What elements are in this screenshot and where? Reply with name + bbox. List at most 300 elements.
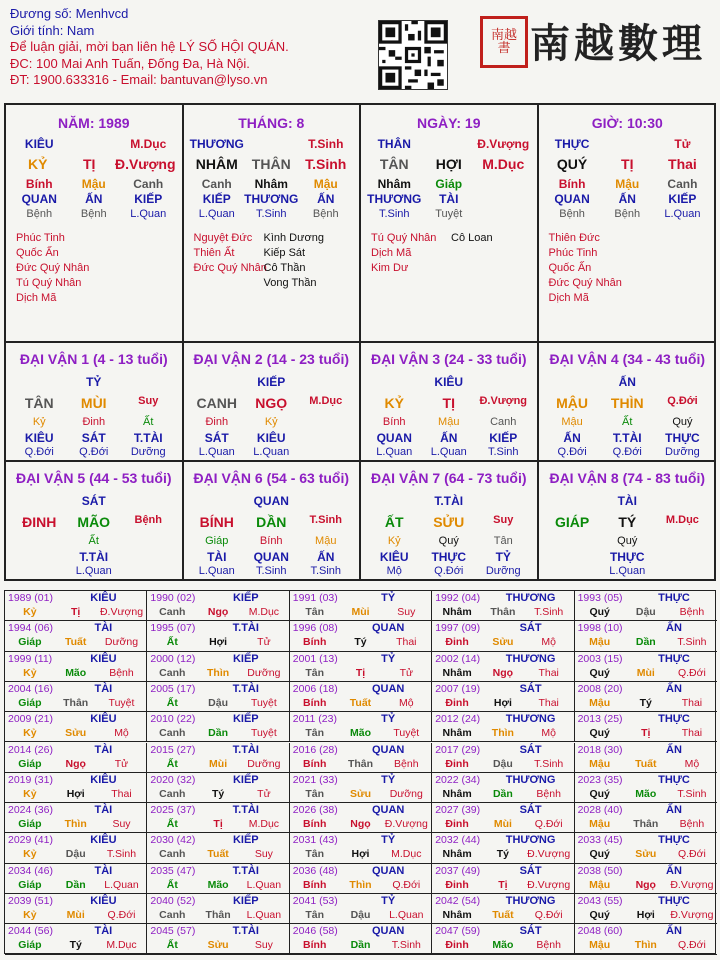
luu-nien-phase: Tuyệt (393, 727, 420, 740)
luu-nien-cell[interactable] (147, 712, 289, 742)
luu-nien-detail (5, 848, 146, 860)
luu-nien-god: T.TÀI (232, 804, 259, 817)
luu-nien-stem: Canh (159, 666, 186, 679)
pillar-god-row-cell (67, 137, 122, 151)
luu-nien-branch: Mão (635, 787, 657, 800)
luu-nien-year: 1997 (09) (435, 622, 481, 635)
dai-van-phase-row (6, 446, 182, 458)
luu-nien-phase: Tuyệt (108, 696, 135, 709)
luu-nien-god: THƯƠNG (505, 713, 556, 726)
luu-nien-phase: Q.Đới (107, 909, 136, 921)
gioi-tinh: Giới tính: Nam (10, 22, 95, 38)
luu-nien-branch: Tị (71, 606, 81, 618)
dai-van-3 (361, 343, 539, 462)
luu-nien-year: 2014 (26) (8, 743, 53, 756)
dai-van-god (361, 494, 537, 508)
luu-nien-year: 2048 (60) (577, 925, 623, 938)
dai-van-main-row-cell: TÝ (618, 514, 637, 530)
luu-nien-cell[interactable] (575, 894, 717, 924)
luu-nien-cell[interactable] (290, 652, 432, 682)
dai-van-god (6, 494, 182, 508)
dai-van-stem-row-cell (121, 535, 176, 547)
luu-nien-phase: M.Dục (248, 606, 280, 618)
luu-nien-cell[interactable] (5, 743, 147, 773)
pillar-hidden-god-row-cell: QUAN (21, 192, 57, 206)
star-item: Quốc Ấn (548, 262, 592, 274)
luu-nien-year: 2047 (59) (435, 925, 481, 938)
pillar-god-row (361, 137, 537, 151)
star-item: Đức Quý Nhân (16, 262, 90, 274)
luu-nien-cell[interactable] (432, 591, 574, 621)
luu-nien-stem: Đinh (445, 878, 469, 891)
luu-nien-phase: Bệnh (109, 666, 134, 679)
dai-van-stem-row (184, 535, 360, 547)
luu-nien-cell[interactable] (575, 712, 717, 742)
pillar-god-row (6, 137, 182, 151)
pillar-hidden-god-row (6, 192, 182, 206)
dai-van-stem-row-cell: Ất (88, 535, 99, 547)
luu-nien-god: THƯƠNG (505, 895, 556, 907)
luu-nien-cell[interactable] (432, 712, 574, 742)
luu-nien-phase: T.Sinh (677, 787, 707, 800)
luu-nien-phase: Đ.Vượng (527, 848, 571, 861)
luu-nien-cell[interactable] (5, 864, 147, 894)
pillar-phase-row-cell: T.Sinh (255, 208, 287, 220)
dai-van-phase-row-cell: L.Quan (376, 446, 413, 458)
luu-nien-cell[interactable] (147, 803, 289, 833)
luu-nien-phase: Mộ (114, 727, 129, 740)
luu-nien-cell[interactable] (147, 833, 289, 863)
dai-van-8 (539, 462, 717, 581)
luu-nien-branch: Tị (498, 878, 508, 891)
luu-nien-cell[interactable] (290, 712, 432, 742)
luu-nien-cell[interactable] (432, 652, 574, 682)
luu-nien-cell[interactable] (432, 682, 574, 712)
luu-nien-year: 2016 (28) (292, 743, 338, 756)
luu-nien-phase: T.Sinh (534, 757, 564, 770)
luu-nien-cell[interactable] (5, 803, 147, 833)
luu-nien-phase: L.Quan (389, 909, 424, 921)
dai-van-god-row-cell: THỰC (431, 550, 467, 564)
luu-nien-cell[interactable] (290, 773, 432, 803)
luu-nien-cell[interactable] (5, 924, 147, 954)
pillar-stars-left (371, 231, 436, 276)
star-item: Cô Loan (451, 232, 493, 244)
luu-nien-branch: Mùi (636, 666, 655, 679)
luu-nien-cell[interactable] (5, 894, 147, 924)
phone-email-line[interactable]: ĐT: 1900.633316 - Email: bantuvan@lyso.vn (10, 72, 268, 87)
luu-nien-god: TỶ (381, 834, 396, 847)
luu-nien-cell[interactable] (575, 924, 717, 954)
dai-van-god-row-cell (655, 550, 710, 564)
dai-van-main-row-cell: Suy (493, 514, 514, 526)
luu-nien-stem: Mậu (589, 696, 611, 709)
dai-van-stem-row-cell: Mậu (315, 535, 337, 547)
luu-nien-cell[interactable] (575, 833, 717, 863)
luu-nien-phase: Bệnh (679, 606, 705, 618)
luu-nien-god: ẤN (666, 804, 682, 817)
luu-nien-god: ẤN (666, 682, 682, 695)
luu-nien-branch: Sửu (492, 636, 514, 649)
dai-van-stem-row-cell: Quý (438, 535, 459, 547)
dai-van-phase-row-cell (655, 565, 710, 577)
luu-nien-god: KIÊU (90, 895, 117, 907)
luu-nien-god: TỶ (381, 713, 396, 726)
luu-nien-cell[interactable] (575, 682, 717, 712)
luu-nien-stem: Quý (589, 787, 610, 800)
luu-nien-god: THỰC (658, 652, 690, 665)
luu-nien-cell[interactable] (5, 833, 147, 863)
luu-nien-detail (5, 788, 146, 800)
luu-nien-detail (147, 879, 288, 891)
dai-van-god-row-cell: ẤN (317, 550, 335, 564)
star-item: Đức Quý Nhân (193, 262, 267, 274)
luu-nien-branch: Mùi (493, 818, 512, 831)
dai-van-stem-row-cell: Quý (617, 535, 638, 547)
dai-van-title: ĐẠI VẬN 8 (74 - 83 tuổi) (549, 470, 706, 486)
luu-nien-cell[interactable] (575, 652, 717, 682)
luu-nien-phase: Thai (681, 727, 703, 740)
luu-nien-god: KIẾP (232, 773, 259, 786)
luu-nien-phase: Thai (396, 636, 417, 649)
dai-van-god-row (184, 550, 360, 564)
dai-van-main-row-cell: MẬU (556, 395, 589, 411)
luu-nien-stem: Kỷ (23, 787, 37, 800)
luu-nien-phase: Dưỡng (247, 666, 281, 679)
luu-nien-detail (147, 697, 288, 709)
dai-van-main-row (6, 514, 182, 530)
luu-nien-detail (432, 697, 573, 709)
pillar-title: GIỜ: 10:30 (591, 115, 663, 131)
pillar-stem-row-cell: Nhâm (254, 177, 288, 191)
luu-nien-cell[interactable] (290, 682, 432, 712)
luu-nien-cell[interactable] (575, 803, 717, 833)
luu-nien-cell[interactable] (575, 773, 717, 803)
pillar-god-row-cell: THỰC (554, 137, 590, 151)
luu-nien-year: 2003 (15) (577, 652, 623, 665)
luu-nien-branch: Thìn (207, 666, 230, 679)
luu-nien-cell[interactable] (290, 924, 432, 954)
luu-nien-cell[interactable] (575, 743, 717, 773)
dai-van-phase-row (539, 565, 717, 577)
dai-van-phase-row-cell: Dưỡng (665, 446, 700, 458)
dai-van-god-label: KIẾP (257, 375, 286, 389)
luu-nien-phase: Đ.Vượng (99, 606, 144, 618)
luu-nien-stem: Tân (305, 666, 325, 679)
luu-nien-stem: Quý (589, 606, 610, 618)
luu-nien-year: 2042 (54) (435, 895, 481, 907)
luu-nien-detail (432, 909, 573, 921)
dai-van-phase-row-cell: L.Quan (75, 565, 112, 577)
dai-van-main-row-cell: TÂN (24, 395, 54, 411)
dai-van-god-row (539, 431, 717, 445)
pillar-main-row-cell: Thai (668, 156, 697, 172)
luu-nien-stem: Mậu (589, 636, 611, 649)
address-line: ĐC: 100 Mai Anh Tuấn, Đống Đa, Hà Nội. (10, 55, 250, 71)
dai-van-phase-row-cell: Q.Đới (557, 446, 587, 458)
pillar-god-row-cell: M.Dục (130, 137, 167, 151)
luu-nien-god: TỶ (381, 652, 396, 665)
luu-nien-year: 1995 (07) (150, 622, 196, 635)
luu-nien-year: 2008 (20) (577, 682, 623, 695)
luu-nien-phase: Mộ (398, 696, 414, 709)
luu-nien-detail (432, 879, 573, 891)
dai-van-stem-row-cell: Mậu (561, 416, 583, 428)
luu-nien-phase: Tử (399, 666, 414, 679)
pillar-main-row-cell: T.Sinh (305, 156, 347, 172)
luu-nien-phase: Tuyệt (250, 727, 277, 740)
luu-nien-cell[interactable] (432, 773, 574, 803)
pillar-main-row-cell: QUÝ (556, 156, 588, 172)
dai-van-god-row-cell: SÁT (204, 431, 229, 445)
dai-van-stem-row-cell: Đinh (205, 416, 229, 428)
luu-nien-phase: Tử (257, 787, 271, 800)
dai-van-god-label: KIÊU (434, 375, 464, 389)
luu-nien-cell[interactable] (575, 864, 717, 894)
luu-nien-stem: Giáp (18, 818, 42, 831)
luu-nien-cell[interactable] (147, 894, 289, 924)
luu-nien-stem: Ất (166, 636, 178, 649)
luu-nien-cell[interactable] (5, 682, 147, 712)
luu-nien-detail (290, 697, 431, 709)
pillar-stem-row-cell: Bính (25, 177, 53, 191)
dai-van-god-row-cell (121, 550, 176, 564)
pillar-god-row-cell: KIÊU (24, 137, 54, 151)
dai-van-stem-row-cell: Quý (672, 416, 693, 428)
luu-nien-cell[interactable] (432, 833, 574, 863)
dai-van-god-row-cell: KIÊU (24, 431, 54, 445)
dai-van-god (6, 375, 182, 389)
pillar-stem-row-cell: Canh (667, 177, 698, 191)
star-item: Dịch Mã (548, 292, 589, 304)
dai-van-phase-row (184, 446, 360, 458)
luu-nien-cell[interactable] (147, 652, 289, 682)
luu-nien-cell[interactable] (290, 621, 432, 651)
dai-van-main-row-cell: BÍNH (199, 514, 234, 530)
luu-nien-cell[interactable] (5, 773, 147, 803)
luu-nien-cell[interactable] (432, 743, 574, 773)
luu-nien-cell[interactable] (290, 803, 432, 833)
luu-nien-cell[interactable] (147, 773, 289, 803)
pillar-title: NĂM: 1989 (57, 115, 130, 131)
luu-nien-branch: Dậu (492, 757, 513, 770)
pillar-main-row (184, 156, 360, 172)
luu-nien-year: 2036 (48) (292, 864, 338, 877)
luu-nien-cell[interactable] (432, 894, 574, 924)
luu-nien-phase: Thai (538, 666, 559, 679)
luu-nien-god: TÀI (94, 925, 113, 938)
luu-nien-cell[interactable] (432, 803, 574, 833)
dai-van-phase-row-cell: Q.Đới (434, 565, 464, 577)
star-item: Kiếp Sát (263, 247, 306, 259)
luu-nien-cell[interactable] (147, 924, 289, 954)
luu-nien-god: TÀI (94, 804, 113, 817)
luu-nien-stem: Bính (303, 636, 327, 649)
luu-nien-branch: Ngọ (350, 818, 371, 831)
luu-nien-detail (290, 788, 431, 800)
luu-nien-branch: Dậu (65, 848, 86, 861)
luu-nien-detail (290, 879, 431, 891)
luu-nien-branch: Tị (641, 727, 651, 740)
luu-nien-branch: Mão (492, 939, 514, 952)
luu-nien-stem: Canh (159, 727, 186, 740)
pillar-hidden-god-row (361, 192, 537, 206)
pillar-title: THÁNG: 8 (238, 115, 305, 131)
dai-van-phase-row (361, 565, 537, 577)
luu-nien-detail (432, 818, 573, 830)
luu-nien-detail (290, 848, 431, 860)
dai-van-god-label: TÀI (617, 494, 637, 508)
luu-nien-stem: Kỷ (23, 848, 37, 861)
dai-van-stem-row-cell: Giáp (205, 535, 229, 547)
luu-nien-year: 2024 (36) (8, 804, 53, 817)
luu-nien-branch: Tị (213, 818, 223, 831)
luu-nien-god: THỰC (658, 773, 690, 786)
luu-nien-stem: Mậu (589, 878, 611, 891)
star-item: Quốc Ấn (16, 247, 59, 259)
luu-nien-year: 1991 (03) (292, 592, 338, 604)
dai-van-main-row (6, 395, 182, 411)
luu-nien-phase: Mộ (684, 757, 700, 770)
luu-nien-detail (147, 939, 288, 951)
luu-nien-cell[interactable] (5, 712, 147, 742)
pillar-stem-row (361, 177, 537, 191)
dai-van-phase-row-cell: T.Sinh (255, 565, 287, 577)
luu-nien-cell[interactable] (290, 591, 432, 621)
pillar-main-row-cell: KỶ (28, 156, 48, 172)
luu-nien-cell[interactable] (5, 591, 147, 621)
pillar-phase-row-cell: Bệnh (26, 208, 53, 220)
pillar-hidden-god-row-cell: KIẾP (134, 192, 163, 206)
luu-nien-stem: Kỷ (23, 666, 37, 679)
luu-nien-god: KIÊU (90, 592, 117, 604)
dai-van-phase-row-cell: L.Quan (253, 446, 290, 458)
pillar-hidden-god-row (539, 192, 717, 206)
pillar-stem-row (6, 177, 182, 191)
dai-van-stem-row (361, 535, 537, 547)
luu-nien-cell[interactable] (147, 743, 289, 773)
luu-nien-cell[interactable] (147, 864, 289, 894)
luu-nien-branch: Mão (207, 878, 229, 891)
qr-code-icon[interactable] (378, 20, 448, 90)
luu-nien-god: KIÊU (90, 713, 117, 726)
luu-nien-branch: Thân (347, 757, 374, 770)
pillar-main-row (6, 156, 182, 172)
luu-nien-stem: Giáp (18, 878, 42, 891)
luu-nien-cell[interactable] (290, 743, 432, 773)
luu-nien-cell[interactable] (147, 621, 289, 651)
luu-nien-stem: Ất (166, 878, 178, 891)
luu-nien-god: ẤN (666, 622, 682, 635)
dai-van-stem-row (6, 535, 182, 547)
dai-van-god (184, 494, 360, 508)
luu-nien-cell[interactable] (147, 591, 289, 621)
luu-nien-phase: Mộ (541, 636, 556, 649)
luu-nien-branch: Mùi (209, 757, 228, 770)
dai-van-main-row-cell: CANH (196, 395, 237, 411)
pillar-phase-row-cell: Bệnh (559, 208, 585, 220)
luu-nien-god: THƯƠNG (505, 652, 556, 665)
luu-nien-branch: Hợi (636, 909, 655, 921)
dai-van-god-label: T.TÀI (434, 494, 464, 508)
pillar-god-row-cell (600, 137, 655, 151)
dai-van-god (361, 375, 537, 389)
luu-nien-cell[interactable] (290, 864, 432, 894)
luu-nien-branch: Dậu (208, 696, 228, 709)
luu-nien-stem: Kỷ (23, 606, 37, 618)
dai-van-stem-row-cell: Kỷ (387, 535, 401, 547)
luu-nien-cell[interactable] (147, 682, 289, 712)
luu-nien-detail (432, 939, 573, 951)
luu-nien-stem: Tân (305, 606, 325, 618)
luu-nien-cell[interactable] (290, 894, 432, 924)
luu-nien-cell[interactable] (5, 652, 147, 682)
luu-nien-year: 2017 (29) (435, 743, 481, 756)
luu-nien-phase: Bệnh (394, 757, 419, 770)
dai-van-main-row (184, 514, 360, 530)
star-item: Vong Thần (263, 277, 317, 289)
luu-nien-cell[interactable] (432, 924, 574, 954)
luu-nien-cell[interactable] (575, 591, 717, 621)
luu-nien-stem: Quý (589, 848, 610, 861)
dai-van-god-row-cell: ẤN (563, 431, 581, 445)
luu-nien-cell[interactable] (432, 864, 574, 894)
luu-nien-year: 2026 (38) (292, 804, 338, 817)
luu-nien-stem: Kỷ (23, 909, 37, 921)
star-item: Nguyệt Đức (193, 232, 253, 244)
dai-van-god-row-cell: TÀI (207, 550, 227, 564)
luu-nien-god: SÁT (519, 804, 542, 817)
dai-van-god-row-cell: QUAN (376, 431, 412, 445)
luu-nien-cell[interactable] (575, 621, 717, 651)
pillar-phase-row-cell: L.Quan (664, 208, 701, 220)
luu-nien-stem: Ất (166, 818, 178, 831)
luu-nien-stem: Bính (303, 818, 327, 831)
pillar-stem-row-cell (476, 177, 531, 191)
luu-nien-god: KIÊU (90, 834, 117, 847)
pillar-phase-row-cell: L.Quan (198, 208, 235, 220)
pillar-phase-row (361, 208, 537, 220)
dai-van-phase-row-cell (12, 565, 67, 577)
luu-nien-branch: Hợi (493, 696, 512, 709)
pillar-stars-right (264, 231, 324, 291)
luu-nien-cell[interactable] (290, 833, 432, 863)
luu-nien-god: TÀI (94, 864, 113, 877)
luu-nien-phase: Suy (254, 939, 273, 952)
luu-nien-year: 2004 (16) (8, 682, 53, 695)
luu-nien-phase: Suy (254, 848, 273, 861)
luu-nien-phase: T.Sinh (391, 939, 421, 952)
luu-nien-branch: Thìn (634, 939, 657, 952)
luu-nien-year: 2023 (35) (577, 773, 623, 786)
luu-nien-stem: Bính (303, 878, 327, 891)
luu-nien-phase: T.Sinh (534, 606, 564, 618)
luu-nien-cell[interactable] (5, 621, 147, 651)
pillar-hidden-god-row-cell (476, 192, 531, 206)
luu-nien-cell[interactable] (432, 621, 574, 651)
dai-van-god-row (6, 431, 182, 445)
pillar-main-row-cell: M.Dục (482, 156, 525, 172)
pillar-phase-row (539, 208, 717, 220)
luu-nien-god: TÀI (94, 743, 113, 756)
pillar-phase-row-cell: T.Sinh (378, 208, 410, 220)
luu-nien-year: 2001 (13) (292, 652, 338, 665)
luu-nien-year: 2002 (14) (435, 652, 481, 665)
dai-van-main-row (184, 395, 360, 411)
luu-nien-year: 2033 (45) (577, 834, 623, 847)
bazi-grid (4, 103, 716, 581)
luu-nien-detail (575, 879, 717, 891)
